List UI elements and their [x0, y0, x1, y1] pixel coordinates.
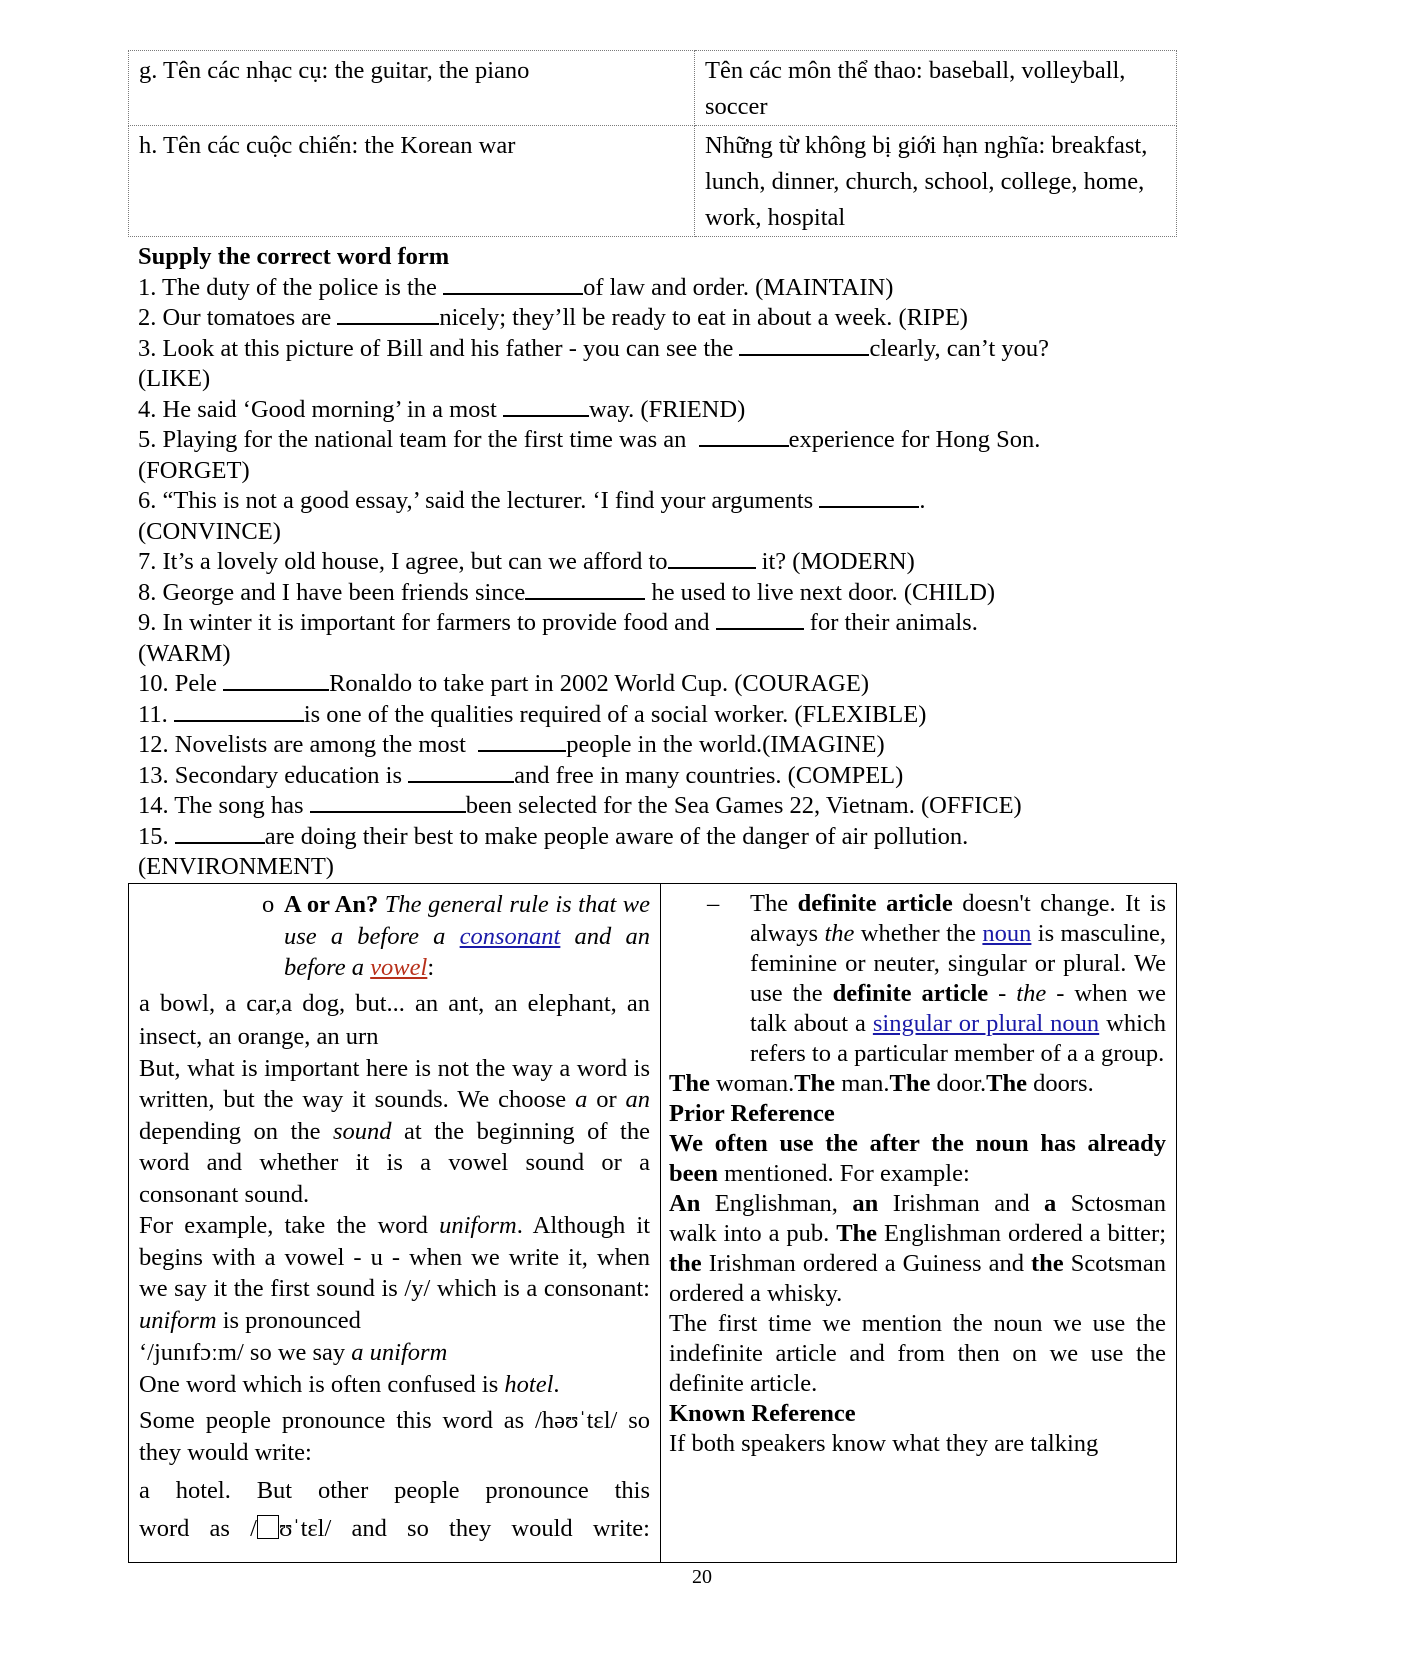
text: Sctosman walk into a pub.: [669, 1190, 1167, 1247]
text: For example, take the word: [139, 1212, 440, 1239]
singular-plural-noun-link[interactable]: singular or plural noun: [872, 1010, 1100, 1037]
exercise-text: of law and order. (MAINTAIN): [583, 273, 894, 301]
text: ʊˈtɛl/ and so they would write:: [278, 1514, 650, 1542]
text: The: [986, 1070, 1027, 1097]
exercise-item: [138, 669, 1188, 700]
exercise-item-continuation: (WARM): [138, 639, 231, 667]
text: uniform: [139, 1306, 217, 1334]
text: The: [750, 890, 798, 917]
exercise-text: been selected for the Sea Games 22, Vietnam. (OFFICE): [465, 792, 1022, 819]
answer-blank[interactable]: [408, 763, 514, 783]
exercise-item: [138, 303, 1188, 334]
noun-link[interactable]: noun: [982, 920, 1032, 947]
bullet-icon: o: [262, 891, 275, 918]
dash-icon: –: [707, 890, 720, 917]
answer-blank[interactable]: [716, 610, 804, 630]
text: mentioned. For example:: [718, 1160, 970, 1187]
text: doesn't change. It is always: [750, 890, 1167, 947]
text: Irishman and: [878, 1190, 1045, 1217]
section-heading: Known Reference: [669, 1400, 856, 1427]
text: The: [836, 1220, 878, 1247]
section-heading: Prior Reference: [669, 1100, 835, 1127]
exercise-text: he used to live next door. (CHILD): [645, 578, 996, 606]
exercise-text: 8. George and I have been friends since: [138, 578, 526, 606]
exercise-text: is one of the qualities required of a social worker. (FLEXIBLE): [303, 700, 927, 728]
text: hotel: [504, 1371, 554, 1398]
answer-blank[interactable]: [503, 397, 589, 417]
exercise-item: [138, 395, 1188, 426]
answer-blank[interactable]: [175, 824, 265, 844]
exercise-text: Ronaldo to take part in 2002 World Cup. (COURAGE): [329, 670, 869, 697]
exercise-item: [138, 761, 1188, 792]
table-cell: Tên các môn thể thao: baseball, volleyball, soccer: [695, 51, 1177, 126]
table-row: [129, 51, 1177, 126]
paragraph: Some people pronounce this word as /həʊˈtɛl/ so they would write:: [139, 1406, 650, 1466]
text: The: [889, 1070, 931, 1097]
paragraph: [669, 1129, 1166, 1189]
page-number: 20: [692, 1566, 712, 1588]
examples-text: [669, 1069, 1166, 1099]
exercise-text: 6. “This is not a good essay,’ said the lecturer. ‘I find your arguments: [138, 487, 820, 514]
exercise-text: 2. Our tomatoes are: [138, 304, 338, 331]
exercise-item: [138, 608, 1188, 639]
answer-blank[interactable]: [443, 275, 583, 295]
exercise-item: [138, 791, 1188, 822]
text: is pronounced: [216, 1306, 361, 1334]
exercise-list: [138, 273, 1188, 883]
exercise-text: .: [919, 487, 926, 514]
consonant-link[interactable]: consonant: [459, 922, 561, 950]
exercise-text: 9. In winter it is important for farmers to provide food and: [138, 609, 716, 636]
text: . Although it begins with a vowel - u - when we write it, when we say it the first sound is /y/ which is a consonant:: [139, 1212, 650, 1302]
text: the: [824, 920, 855, 947]
paragraph: The first time we mention the noun we use the indefinite article and from then on we use the definite article.: [669, 1310, 1166, 1397]
exercise-text: 1. The duty of the police is the: [138, 273, 444, 301]
table-cell: g. Tên các nhạc cụ: the guitar, the piano: [129, 51, 695, 126]
text: an: [625, 1086, 650, 1113]
heading-text: The general rule is that we use a before a: [284, 891, 650, 950]
text: which refers to a particular member of a a group.: [750, 1010, 1167, 1067]
answer-blank[interactable]: [668, 549, 756, 569]
vowel-link[interactable]: vowel: [370, 954, 428, 981]
exercise-item: [138, 425, 1188, 456]
text: Irishman ordered a Guiness and: [701, 1250, 1031, 1277]
exercise-item-continuation: (LIKE): [138, 365, 211, 392]
text: the: [1031, 1250, 1064, 1277]
heading-text: and an before a: [284, 922, 651, 981]
text: definite article: [797, 890, 953, 917]
text: is masculine, feminine or neuter, singular or plural. We use the: [750, 920, 1166, 1007]
text: But, what is important here is not the way a word is written, but the way it sounds. We choose: [139, 1054, 650, 1113]
text: the: [1016, 980, 1047, 1007]
exercise-text: 15.: [138, 822, 175, 850]
missing-glyph-icon: [257, 1515, 279, 1539]
exercise-text: it? (MODERN): [755, 548, 915, 575]
text: an: [852, 1190, 879, 1217]
exercise-text: 14. The song has: [138, 792, 310, 819]
text: the: [669, 1250, 702, 1277]
a-or-an-heading: [139, 889, 650, 984]
answer-blank[interactable]: [478, 732, 566, 752]
answer-blank[interactable]: [174, 702, 304, 722]
exercise-text: way. (FRIEND): [588, 395, 746, 423]
paragraph: [139, 1336, 650, 1369]
exercise-item: [138, 486, 1188, 517]
heading-text: :: [427, 954, 435, 981]
exercise-item-continuation: (ENVIRONMENT): [138, 853, 334, 880]
paragraph: [139, 1053, 650, 1211]
answer-blank[interactable]: [337, 305, 439, 325]
text: at the beginning of the word and whether it is a vowel sound or a consonant sound.: [139, 1117, 650, 1208]
text: Scotsman ordered a whisky.: [669, 1250, 1166, 1307]
text: a uniform: [351, 1339, 448, 1366]
text: depending on the: [139, 1117, 333, 1145]
paragraph: [139, 1511, 650, 1547]
exercise-item: [138, 822, 1188, 853]
text: door.: [930, 1070, 987, 1097]
exercise-item: [138, 547, 1188, 578]
text: Englishman,: [700, 1190, 853, 1217]
exercise-text: 7. It’s a lovely old house, I agree, but can we afford to: [138, 548, 668, 575]
text: .: [553, 1371, 560, 1398]
answer-blank[interactable]: [525, 580, 645, 600]
table-cell: Những từ không bị giới hạn nghĩa: breakfast, lunch, dinner, church, school, college, home, work, hospital: [695, 126, 1177, 237]
definite-article-rule: [669, 889, 1166, 1069]
text: Englishman ordered a bitter;: [877, 1220, 1166, 1247]
exercise-text: 10. Pele: [138, 670, 224, 697]
paragraph: If both speakers know what they are talking: [669, 1430, 1099, 1457]
examples-text: a bowl, a car,a dog, but... an ant, an elephant, an insect, an orange, an urn: [139, 989, 650, 1050]
text: a: [1044, 1190, 1057, 1217]
text: uniform: [439, 1212, 517, 1239]
exercise-text: 11.: [138, 700, 174, 728]
text: doors.: [1027, 1070, 1094, 1097]
exercise-text: are doing their best to make people aware of the danger of air pollution.: [264, 822, 969, 850]
text: woman.: [709, 1070, 795, 1097]
text: ‘/junɪfɔːm/ so we say: [139, 1339, 352, 1366]
text: The: [794, 1070, 836, 1097]
paragraph: [669, 1189, 1166, 1309]
definite-article-column: [662, 884, 1176, 1562]
exercise-text: 4. He said ‘Good morning’ in a most: [138, 395, 503, 423]
text: man.: [835, 1070, 890, 1097]
paragraph: [139, 1210, 650, 1336]
text: We often use the after the noun has already been: [669, 1130, 1166, 1187]
article-rules-table: [128, 883, 1177, 1563]
exercise-item: [138, 578, 1188, 609]
a-or-an-column: [129, 884, 661, 1562]
exercise-item-continuation: (CONVINCE): [138, 517, 281, 545]
text: definite article: [832, 980, 989, 1007]
exercise-text: people in the world.(IMAGINE): [566, 731, 885, 758]
text: or: [587, 1086, 626, 1113]
text: word as /: [139, 1514, 257, 1542]
exercise-text: experience for Hong Son.: [788, 426, 1041, 453]
exercise-item: [138, 700, 1188, 731]
answer-blank[interactable]: [699, 427, 789, 447]
text: sound: [333, 1117, 392, 1145]
answer-blank[interactable]: [223, 671, 329, 691]
text: The: [669, 1070, 710, 1097]
exercise-text: and free in many countries. (COMPEL): [514, 761, 904, 789]
answer-blank[interactable]: [819, 488, 919, 508]
word-form-exercise: [138, 242, 1188, 883]
table-cell: h. Tên các cuộc chiến: the Korean war: [129, 126, 695, 237]
exercise-text: 13. Secondary education is: [138, 761, 409, 789]
noun-category-table: [128, 50, 1177, 237]
exercise-text: 5. Playing for the national team for the first time was an: [138, 426, 699, 453]
text: An: [669, 1190, 701, 1217]
exercise-title: Supply the correct word form: [138, 243, 450, 270]
answer-blank[interactable]: [310, 793, 466, 813]
exercise-text: 12. Novelists are among the most: [138, 731, 479, 758]
text: -: [988, 980, 1017, 1007]
exercise-item: [138, 730, 1188, 761]
exercise-text: for their animals.: [803, 609, 978, 636]
exercise-text: clearly, can’t you?: [869, 334, 1050, 362]
paragraph: [139, 1369, 650, 1401]
exercise-item-continuation: (FORGET): [138, 456, 250, 484]
exercise-item: [138, 334, 1188, 365]
text: - when we talk about a: [750, 980, 1166, 1037]
text: a: [575, 1086, 588, 1113]
exercise-text: 3. Look at this picture of Bill and his father - you can see the: [138, 334, 740, 362]
text: whether the: [854, 920, 983, 947]
heading-bold: A or An?: [284, 891, 379, 918]
exercise-item: [138, 273, 1188, 304]
table-row: [129, 126, 1177, 237]
answer-blank[interactable]: [739, 336, 869, 356]
paragraph: a hotel. But other people pronounce this: [139, 1476, 650, 1504]
text: One word which is often confused is: [139, 1371, 505, 1398]
exercise-text: nicely; they’ll be ready to eat in about a week. (RIPE): [439, 304, 968, 331]
